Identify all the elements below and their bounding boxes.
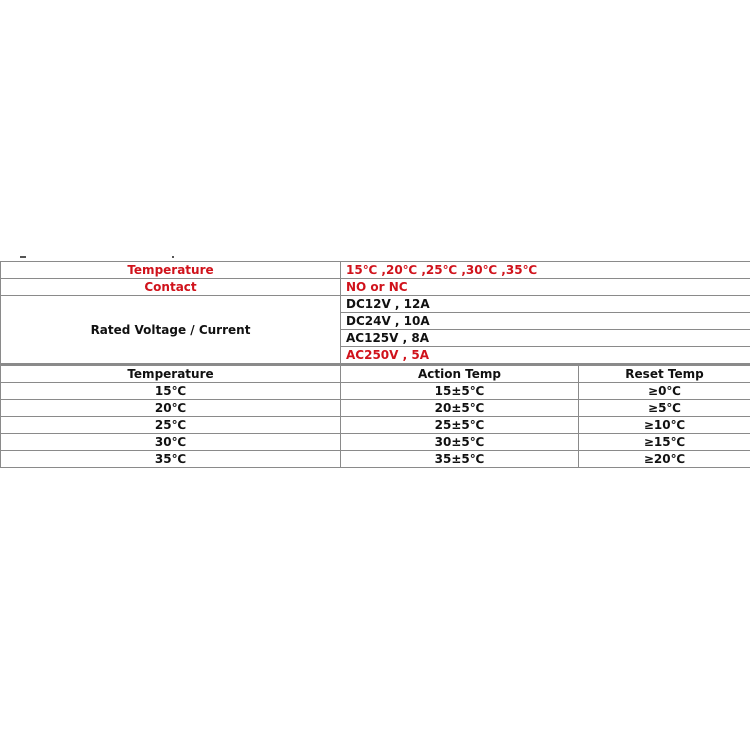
table-row [1, 262, 750, 279]
table-row [1, 451, 750, 468]
table-header-row [1, 365, 750, 383]
cell-temperature: 30℃ [1, 434, 341, 451]
cell-reset-temp: ≥5℃ [579, 400, 750, 417]
cell-action-temp: 30±5℃ [341, 434, 579, 451]
rated-voltage-label: Rated Voltage / Current [1, 296, 341, 365]
table-row [1, 383, 750, 400]
temperature-label: Temperature [1, 262, 341, 279]
header-temperature: Temperature [1, 365, 341, 383]
rating-value: DC24V , 10A [341, 313, 750, 330]
table-row [1, 417, 750, 434]
cell-temperature: 20℃ [1, 400, 341, 417]
cell-action-temp: 35±5℃ [341, 451, 579, 468]
rule-mark [172, 256, 174, 258]
top-rule-marks [0, 256, 750, 260]
cell-action-temp: 15±5℃ [341, 383, 579, 400]
cell-temperature: 25℃ [1, 417, 341, 434]
header-action-temp: Action Temp [341, 365, 579, 383]
spec-table [0, 261, 750, 468]
table-row [1, 279, 750, 296]
cell-reset-temp: ≥0℃ [579, 383, 750, 400]
temperature-value: 15℃ ,20℃ ,25℃ ,30℃ ,35℃ [341, 262, 750, 279]
header-reset-temp: Reset Temp [579, 365, 750, 383]
cell-action-temp: 25±5℃ [341, 417, 579, 434]
contact-label: Contact [1, 279, 341, 296]
cell-reset-temp: ≥20℃ [579, 451, 750, 468]
cell-reset-temp: ≥10℃ [579, 417, 750, 434]
contact-value: NO or NC [341, 279, 750, 296]
cell-reset-temp: ≥15℃ [579, 434, 750, 451]
table-row [1, 434, 750, 451]
cell-temperature: 15℃ [1, 383, 341, 400]
table-row [1, 400, 750, 417]
rule-mark [20, 256, 26, 258]
cell-action-temp: 20±5℃ [341, 400, 579, 417]
rating-value: AC250V , 5A [341, 347, 750, 365]
cell-temperature: 35℃ [1, 451, 341, 468]
rating-value: DC12V , 12A [341, 296, 750, 313]
table-row [1, 296, 750, 313]
rating-value: AC125V , 8A [341, 330, 750, 347]
